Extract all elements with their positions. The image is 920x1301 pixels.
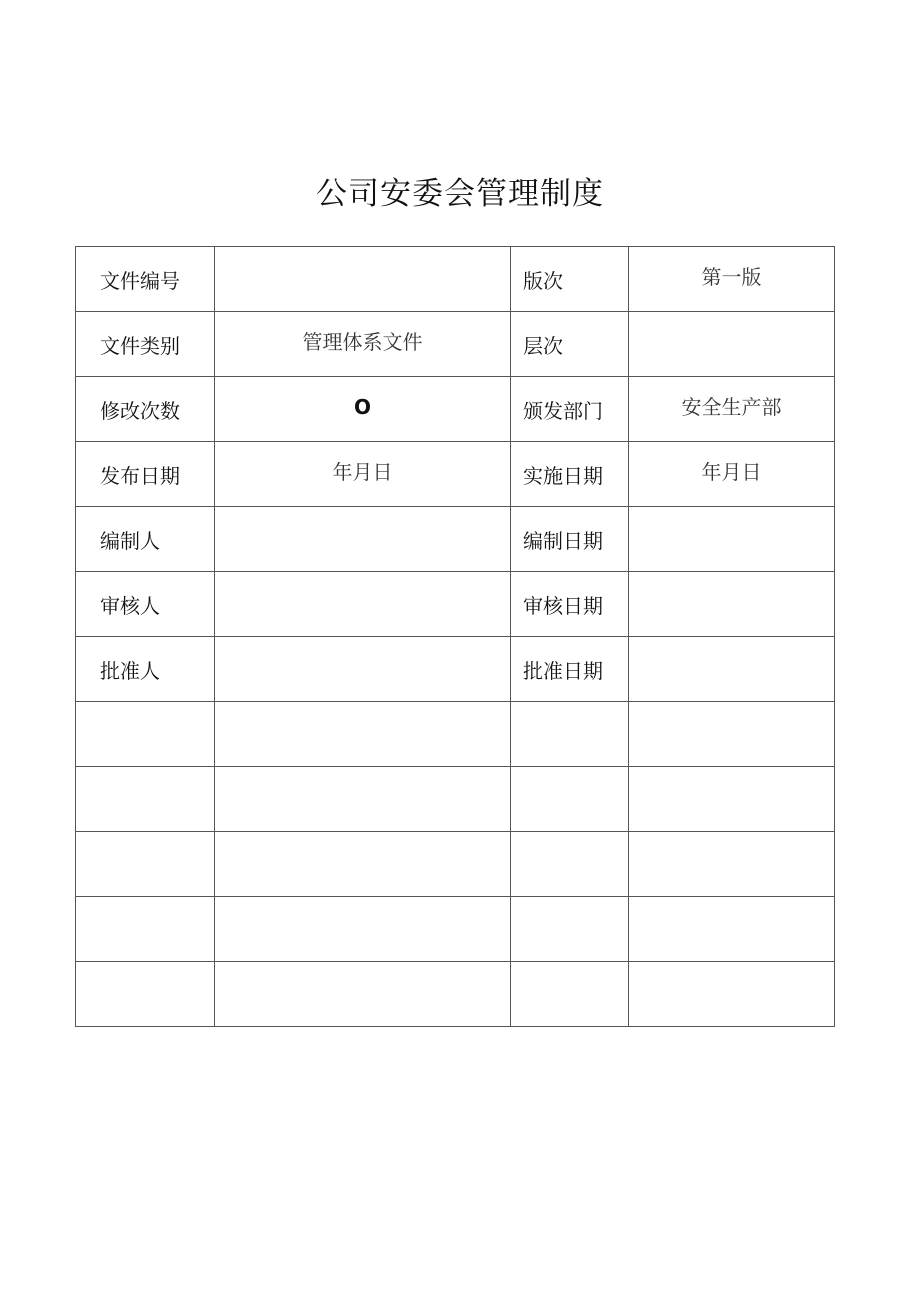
author-label: 编制人 (76, 507, 215, 572)
empty-cell (76, 832, 215, 897)
file-number-label: 文件编号 (76, 247, 215, 312)
table-row (76, 377, 835, 442)
approver-value (215, 637, 511, 702)
empty-cell (629, 962, 835, 1027)
empty-table-row (76, 897, 835, 962)
publish-date-label: 发布日期 (76, 442, 215, 507)
empty-cell (76, 962, 215, 1027)
table-row (76, 247, 835, 312)
empty-cell (76, 702, 215, 767)
reviewer-value (215, 572, 511, 637)
approval-date-label: 批准日期 (511, 637, 629, 702)
empty-table-row (76, 702, 835, 767)
empty-table-row (76, 832, 835, 897)
approver-label: 批准人 (76, 637, 215, 702)
empty-cell (511, 962, 629, 1027)
table-row (76, 442, 835, 507)
table-row (76, 572, 835, 637)
empty-cell (629, 832, 835, 897)
empty-cell (215, 897, 511, 962)
empty-cell (76, 897, 215, 962)
level-value (629, 312, 835, 377)
table-row (76, 637, 835, 702)
document-title: 公司安委会管理制度 (316, 176, 604, 212)
empty-cell (511, 767, 629, 832)
empty-cell (629, 897, 835, 962)
empty-table-row (76, 767, 835, 832)
reviewer-label: 审核人 (76, 572, 215, 637)
empty-cell (76, 767, 215, 832)
empty-cell (511, 832, 629, 897)
file-category-label: 文件类别 (76, 312, 215, 377)
empty-cell (629, 702, 835, 767)
document-info-table (75, 246, 835, 1027)
review-date-label: 审核日期 (511, 572, 629, 637)
empty-cell (215, 767, 511, 832)
revision-count-label: 修改次数 (76, 377, 215, 442)
authoring-date-label: 编制日期 (511, 507, 629, 572)
issuing-department-label: 颁发部门 (511, 377, 629, 442)
effective-date-value: 年月日 (629, 442, 835, 507)
effective-date-label: 实施日期 (511, 442, 629, 507)
publish-date-value: 年月日 (215, 442, 511, 507)
empty-cell (511, 702, 629, 767)
revision-count-value: O (215, 377, 511, 442)
author-value (215, 507, 511, 572)
empty-cell (629, 767, 835, 832)
level-label: 层次 (511, 312, 629, 377)
review-date-value (629, 572, 835, 637)
file-category-value: 管理体系文件 (215, 312, 511, 377)
edition-label: 版次 (511, 247, 629, 312)
empty-cell (215, 832, 511, 897)
empty-cell (215, 702, 511, 767)
empty-cell (215, 962, 511, 1027)
file-number-value (215, 247, 511, 312)
authoring-date-value (629, 507, 835, 572)
table-row (76, 312, 835, 377)
edition-value: 第一版 (629, 247, 835, 312)
approval-date-value (629, 637, 835, 702)
table-row (76, 507, 835, 572)
empty-cell (511, 897, 629, 962)
issuing-department-value: 安全生产部 (629, 377, 835, 442)
empty-table-row (76, 962, 835, 1027)
